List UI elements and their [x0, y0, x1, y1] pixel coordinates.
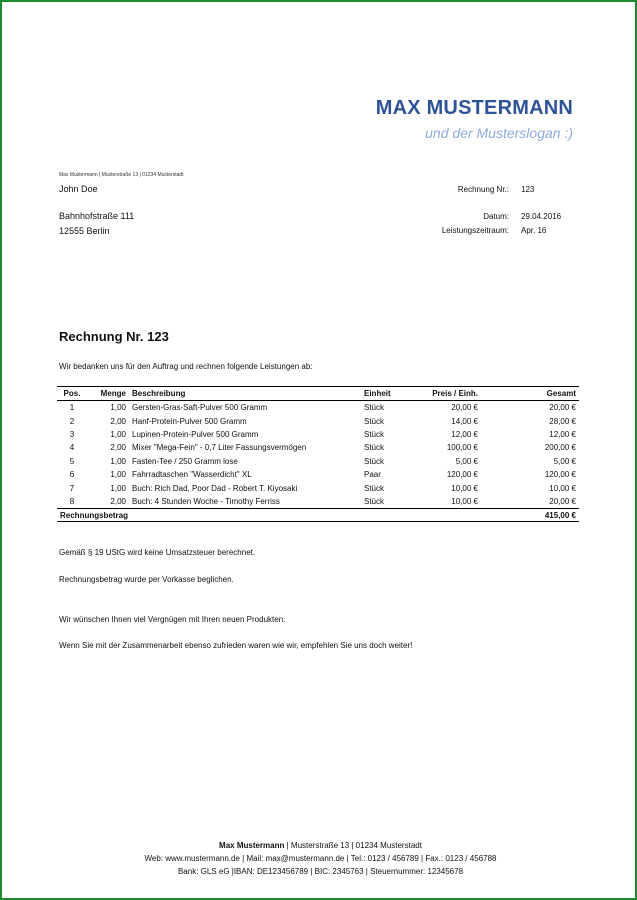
cell-pos: 4 — [69, 443, 75, 453]
cell-unit-price: 5,00 € — [455, 456, 478, 466]
col-header-quantity: Menge — [87, 387, 129, 401]
cell-unit-price: 14,00 € — [451, 416, 478, 426]
cell-description: Buch: 4 Stunden Woche - Timothy Ferriss — [132, 496, 280, 506]
line-items-table — [57, 386, 579, 522]
col-header-pos: Pos. — [57, 387, 87, 401]
cell-unit-price: 100,00 € — [446, 443, 478, 453]
cell-unit: Stück — [364, 429, 385, 439]
recipient-city: 12555 Berlin — [59, 226, 110, 236]
footer-bank: Bank: GLS eG |IBAN: DE123456789 | BIC: 2345763 | Steuernummer: 12345678 — [177, 867, 464, 876]
footer-company-name: Max Mustermann — [219, 841, 285, 850]
cell-pos: 5 — [69, 456, 75, 466]
footer-address — [2, 841, 637, 850]
cell-description: Mixer "Mega-Fein" - 0,7 Liter Fassungsvermögen — [132, 443, 307, 453]
table-row — [57, 495, 579, 509]
cell-unit: Stück — [364, 443, 385, 453]
cell-quantity: 1,00 — [110, 456, 126, 466]
cell-unit: Stück — [364, 496, 385, 506]
cell-pos: 7 — [69, 483, 75, 493]
recipient-name: John Doe — [59, 184, 98, 194]
cell-unit-price: 120,00 € — [446, 470, 478, 480]
total-label: Rechnungsbetrag — [57, 509, 481, 522]
table-row — [57, 441, 579, 454]
period-label: Leistungszeitraum: — [441, 226, 509, 235]
col-header-description: Beschreibung — [129, 387, 361, 401]
recommend-note: Wenn Sie mit der Zusammenarbeit ebenso zufrieden waren wie wir, empfehlen Sie uns doch weiter! — [59, 641, 413, 650]
cell-unit: Stück — [364, 483, 385, 493]
date-value: 29.04.2016 — [521, 212, 562, 221]
cell-pos: 2 — [69, 416, 75, 426]
footer-address-rest: | Musterstraße 13 | 01234 Musterstadt — [284, 841, 422, 850]
cell-description: Gersten-Gras-Saft-Pulver 500 Gramm — [132, 403, 268, 413]
total-row — [57, 509, 579, 522]
period-value: Apr. 16 — [521, 226, 547, 235]
footer-contact: Web: www.mustermann.de | Mail: max@mustermann.de | Tel.: 0123 / 456789 | Fax.: 0123 / 456788 — [144, 854, 497, 863]
cell-total: 28,00 € — [549, 416, 576, 426]
cell-quantity: 2,00 — [110, 496, 126, 506]
col-header-unit-price: Preis / Einh. — [407, 387, 481, 401]
table-header-row — [57, 387, 579, 401]
cell-unit-price: 20,00 € — [451, 403, 478, 413]
wish-note: Wir wünschen Ihnen viel Vergnügen mit Ihren neuen Produkten. — [59, 615, 286, 624]
cell-quantity: 2,00 — [110, 443, 126, 453]
cell-unit-price: 12,00 € — [451, 429, 478, 439]
cell-unit-price: 10,00 € — [451, 483, 478, 493]
cell-total: 5,00 € — [553, 456, 576, 466]
invoice-title: Rechnung Nr. 123 — [59, 329, 169, 344]
cell-total: 10,00 € — [549, 483, 576, 493]
cell-unit: Paar — [364, 470, 381, 480]
cell-quantity: 1,00 — [110, 470, 126, 480]
cell-description: Fahrradtaschen "Wasserdicht" XL — [132, 470, 252, 480]
cell-pos: 1 — [69, 403, 75, 413]
cell-pos: 3 — [69, 429, 75, 439]
payment-note: Rechnungsbetrag wurde per Vorkasse beglichen. — [59, 575, 234, 584]
cell-unit: Stück — [364, 456, 385, 466]
cell-total: 120,00 € — [544, 470, 576, 480]
cell-quantity: 1,00 — [110, 403, 126, 413]
recipient-street: Bahnhofstraße 111 — [59, 211, 135, 221]
cell-unit-price: 10,00 € — [451, 496, 478, 506]
cell-pos: 6 — [69, 470, 75, 480]
cell-description: Lupinen-Protein-Pulver 500 Gramm — [132, 429, 259, 439]
cell-total: 200,00 € — [544, 443, 576, 453]
cell-total: 20,00 € — [549, 403, 576, 413]
cell-total: 20,00 € — [549, 496, 576, 506]
cell-unit: Stück — [364, 403, 385, 413]
cell-quantity: 1,00 — [110, 429, 126, 439]
cell-description: Hanf-Protein-Pulver 500 Gramm — [132, 416, 247, 426]
cell-quantity: 1,00 — [110, 483, 126, 493]
brand-slogan: und der Musterslogan :) — [425, 125, 573, 141]
cell-description: Buch: Rich Dad, Poor Dad - Robert T. Kiyosaki — [132, 483, 298, 493]
date-label: Datum: — [483, 212, 509, 221]
cell-total: 12,00 € — [549, 429, 576, 439]
cell-description: Fasten-Tee / 250 Gramm lose — [132, 456, 238, 466]
total-value: 415,00 € — [481, 509, 579, 522]
tax-note: Gemäß § 19 UStG wird keine Umsatzsteuer berechnet. — [59, 548, 256, 557]
intro-text: Wir bedanken uns für den Auftrag und rechnen folgende Leistungen ab: — [59, 362, 313, 371]
col-header-total: Gesamt — [481, 387, 579, 401]
brand-name: MAX MUSTERMANN — [375, 97, 573, 119]
col-header-unit: Einheit — [361, 387, 407, 401]
invoice-number-value: 123 — [521, 185, 535, 194]
table-row — [57, 428, 579, 441]
table-row — [57, 401, 579, 415]
invoice-number-label: Rechnung Nr.: — [457, 185, 509, 194]
cell-quantity: 2,00 — [110, 416, 126, 426]
table-row — [57, 481, 579, 494]
table-row — [57, 414, 579, 427]
table-row — [57, 468, 579, 481]
sender-address-line: Max Mustermann | Musterstraße 13 | 01234 Musterstadt — [59, 172, 184, 178]
cell-pos: 8 — [69, 496, 75, 506]
table-row — [57, 455, 579, 468]
cell-unit: Stück — [364, 416, 385, 426]
